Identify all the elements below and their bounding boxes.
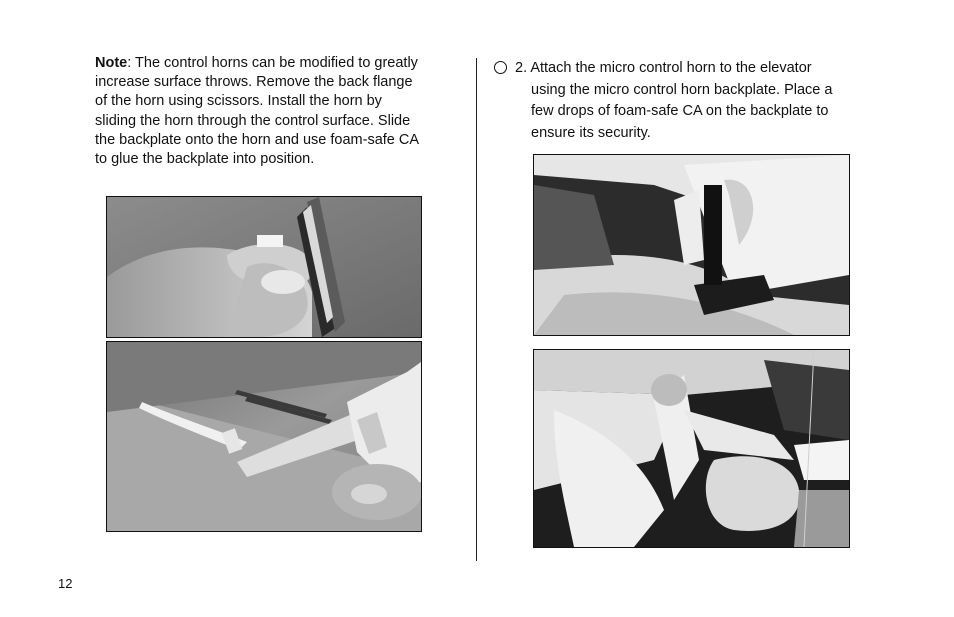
note-label: Note [95,55,128,71]
note-paragraph [95,54,425,169]
step-2-first-line: 2. Attach the micro control horn to the elevator [515,60,812,76]
step-2-continuation: using the micro control horn backplate. Place a few drops of foam-safe CA on the backplate to ensure its security. [531,81,833,141]
note-text: : The control horns can be modified to greatly increase surface throws. Remove the back flange of the horn using scissors. Install the horn by sliding the horn through the control surface. Slide the backplate onto the horn and use foam-safe CA to glue the backplate into position. [95,55,419,168]
step-2-instruction [494,58,854,144]
page-number: 12 [58,576,73,591]
photo-scissors-horn [106,196,422,338]
photo-ca-bottle [106,341,422,532]
photo-backplate-closeup [533,349,850,548]
photo-elevator-horn [533,154,850,336]
checkbox-bullet-icon [494,61,507,74]
column-divider [476,58,477,561]
